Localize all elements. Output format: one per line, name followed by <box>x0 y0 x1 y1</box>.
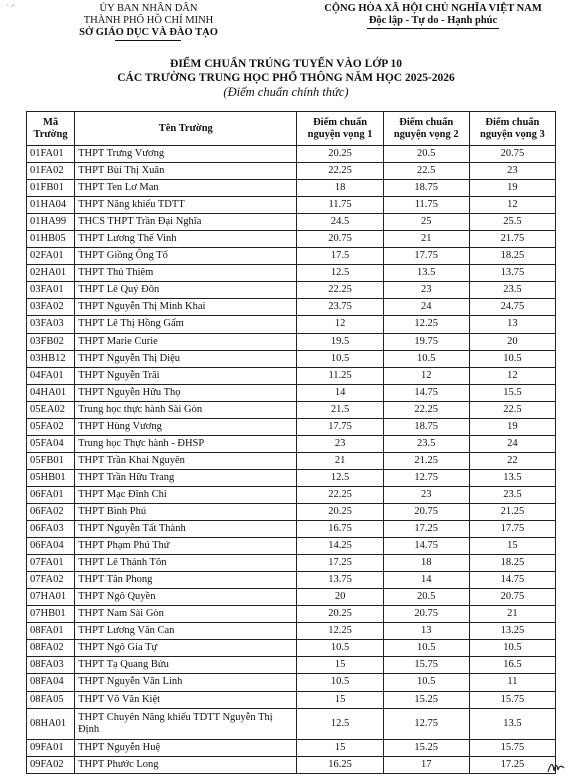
nv1-score-cell: 17.5 <box>297 248 383 265</box>
school-code-cell: 03HB12 <box>27 350 75 367</box>
nv3-score-cell: 18.25 <box>469 248 555 265</box>
school-code-cell: 06FA02 <box>27 503 75 520</box>
nv1-score-cell: 24.5 <box>297 214 383 231</box>
school-code-cell: 01FB01 <box>27 180 75 197</box>
header-school-code: Mã Trường <box>27 112 75 146</box>
nv3-score-cell: 17.75 <box>469 521 555 538</box>
header-nv3: Điểm chuẩn nguyện vọng 3 <box>469 112 555 146</box>
school-name-cell: THPT Nguyễn Thị Minh Khai <box>75 299 297 316</box>
school-name-cell: THPT Võ Văn Kiệt <box>75 691 297 708</box>
school-name-cell: THPT Nguyễn Tất Thành <box>75 521 297 538</box>
nv1-score-cell: 11.75 <box>297 197 383 214</box>
nv2-score-cell: 12.75 <box>383 469 469 486</box>
table-row <box>27 674 556 691</box>
nv1-score-cell: 21 <box>297 452 383 469</box>
school-name-cell: THPT Lê Thị Hồng Gấm <box>75 316 297 333</box>
nv3-score-cell: 19 <box>469 180 555 197</box>
nv2-score-cell: 22.25 <box>383 401 469 418</box>
table-row <box>27 739 556 756</box>
school-code-cell: 05HB01 <box>27 469 75 486</box>
school-code-cell: 04FA01 <box>27 367 75 384</box>
table-row <box>27 657 556 674</box>
nv1-score-cell: 10.5 <box>297 640 383 657</box>
table-row <box>27 197 556 214</box>
document-title: ĐIỂM CHUẨN TRÚNG TUYỂN VÀO LỚP 10 <box>170 58 402 70</box>
table-row <box>27 316 556 333</box>
nv1-score-cell: 12.5 <box>297 469 383 486</box>
nv1-score-cell: 12.5 <box>297 265 383 282</box>
school-code-cell: 03FA01 <box>27 282 75 299</box>
table-row <box>27 333 556 350</box>
table-row <box>27 538 556 555</box>
table-row <box>27 469 556 486</box>
nv2-score-cell: 10.5 <box>383 350 469 367</box>
nv3-score-cell: 22.5 <box>469 401 555 418</box>
table-row <box>27 384 556 401</box>
school-name-cell: THPT Nguyễn Trãi <box>75 367 297 384</box>
school-code-cell: 06FA04 <box>27 538 75 555</box>
table-row <box>27 282 556 299</box>
issuer-line-3: SỞ GIÁO DỤC VÀ ĐÀO TẠO <box>79 27 218 38</box>
nv1-score-cell: 15 <box>297 657 383 674</box>
school-name-cell: THPT Nam Sài Gòn <box>75 606 297 623</box>
table-row <box>27 299 556 316</box>
nv1-score-cell: 20.25 <box>297 503 383 520</box>
table-row <box>27 503 556 520</box>
school-code-cell: 01HA04 <box>27 197 75 214</box>
table-row <box>27 572 556 589</box>
table-row <box>27 589 556 606</box>
school-code-cell: 01HA99 <box>27 214 75 231</box>
nv2-score-cell: 17 <box>383 756 469 773</box>
school-code-cell: 08FA04 <box>27 674 75 691</box>
nv1-score-cell: 19.5 <box>297 333 383 350</box>
nv2-score-cell: 23.5 <box>383 435 469 452</box>
nv1-score-cell: 22.25 <box>297 163 383 180</box>
school-code-cell: 06FA03 <box>27 521 75 538</box>
table-row <box>27 691 556 708</box>
table-row <box>27 640 556 657</box>
table-row <box>27 163 556 180</box>
school-name-cell: THPT Nguyễn Thị Diệu <box>75 350 297 367</box>
nv1-score-cell: 23.75 <box>297 299 383 316</box>
nv3-score-cell: 12 <box>469 367 555 384</box>
nv1-score-cell: 22.25 <box>297 282 383 299</box>
nv2-score-cell: 18.75 <box>383 418 469 435</box>
table-row <box>27 350 556 367</box>
school-name-cell: THPT Trần Hữu Trang <box>75 469 297 486</box>
table-row <box>27 248 556 265</box>
table-row <box>27 756 556 773</box>
table-row <box>27 521 556 538</box>
school-name-cell: THPT Tạ Quang Bửu <box>75 657 297 674</box>
nv1-score-cell: 16.75 <box>297 521 383 538</box>
nv2-score-cell: 18.75 <box>383 180 469 197</box>
nv2-score-cell: 17.25 <box>383 521 469 538</box>
school-code-cell: 04HA01 <box>27 384 75 401</box>
nv1-score-cell: 22.25 <box>297 486 383 503</box>
school-name-cell: THPT Ngô Quyền <box>75 589 297 606</box>
nv2-score-cell: 13.5 <box>383 265 469 282</box>
nv1-score-cell: 16.25 <box>297 756 383 773</box>
nv2-score-cell: 15.75 <box>383 657 469 674</box>
school-name-cell: THPT Chuyên Năng khiếu TDTT Nguyễn Thị Định <box>75 708 297 739</box>
school-name-cell: THPT Năng khiếu TDTT <box>75 197 297 214</box>
nv2-score-cell: 22.5 <box>383 163 469 180</box>
nv3-score-cell: 15.5 <box>469 384 555 401</box>
school-code-cell: 08FA02 <box>27 640 75 657</box>
nv3-score-cell: 16.5 <box>469 657 555 674</box>
school-name-cell: THPT Mạc Đĩnh Chi <box>75 486 297 503</box>
table-row <box>27 418 556 435</box>
school-name-cell: THPT Bình Phú <box>75 503 297 520</box>
nv3-score-cell: 15.75 <box>469 691 555 708</box>
nv1-score-cell: 21.5 <box>297 401 383 418</box>
header-nv1: Điểm chuẩn nguyện vọng 1 <box>297 112 383 146</box>
school-code-cell: 03FB02 <box>27 333 75 350</box>
nv3-score-cell: 25.5 <box>469 214 555 231</box>
school-code-cell: 01FA01 <box>27 146 75 163</box>
nv2-score-cell: 17.75 <box>383 248 469 265</box>
school-code-cell: 08FA03 <box>27 657 75 674</box>
school-code-cell: 09FA02 <box>27 756 75 773</box>
header-school-name: Tên Trường <box>75 112 297 146</box>
table-row <box>27 623 556 640</box>
table-row <box>27 435 556 452</box>
nv3-score-cell: 11 <box>469 674 555 691</box>
school-code-cell: 06FA01 <box>27 486 75 503</box>
table-row <box>27 401 556 418</box>
school-name-cell: THPT Nguyễn Văn Linh <box>75 674 297 691</box>
nv3-score-cell: 10.5 <box>469 640 555 657</box>
school-code-cell: 03FA03 <box>27 316 75 333</box>
nv1-score-cell: 14 <box>297 384 383 401</box>
nv1-score-cell: 13.75 <box>297 572 383 589</box>
school-name-cell: THPT Bùi Thị Xuân <box>75 163 297 180</box>
nv3-score-cell: 13 <box>469 316 555 333</box>
nv2-score-cell: 12 <box>383 367 469 384</box>
school-name-cell: THPT Trưng Vương <box>75 146 297 163</box>
nv2-score-cell: 10.5 <box>383 674 469 691</box>
table-row <box>27 555 556 572</box>
school-code-cell: 05FA04 <box>27 435 75 452</box>
school-name-cell: THPT Phước Long <box>75 756 297 773</box>
school-name-cell: Trung học thực hành Sài Gòn <box>75 401 297 418</box>
table-row <box>27 606 556 623</box>
table-body <box>27 146 556 774</box>
nv2-score-cell: 18 <box>383 555 469 572</box>
nv1-score-cell: 15 <box>297 691 383 708</box>
nv3-score-cell: 13.5 <box>469 469 555 486</box>
table-row <box>27 214 556 231</box>
school-code-cell: 08FA05 <box>27 691 75 708</box>
nv2-score-cell: 23 <box>383 486 469 503</box>
school-code-cell: 07FA01 <box>27 555 75 572</box>
nv1-score-cell: 23 <box>297 435 383 452</box>
national-motto: Độc lập - Tự do - Hạnh phúc <box>367 15 499 29</box>
nv3-score-cell: 13.25 <box>469 623 555 640</box>
nv1-score-cell: 20.75 <box>297 231 383 248</box>
admission-score-table <box>26 111 556 774</box>
school-code-cell: 09FA01 <box>27 739 75 756</box>
nv3-score-cell: 10.5 <box>469 350 555 367</box>
school-name-cell: THPT Ten Lơ Man <box>75 180 297 197</box>
school-name-cell: THPT Lê Quý Đôn <box>75 282 297 299</box>
school-name-cell: THPT Trần Khai Nguyên <box>75 452 297 469</box>
document-subtitle: CÁC TRƯỜNG TRUNG HỌC PHỔ THÔNG NĂM HỌC 2025-2026 <box>117 72 455 84</box>
nv2-score-cell: 20.75 <box>383 606 469 623</box>
nv1-score-cell: 20.25 <box>297 606 383 623</box>
nv2-score-cell: 21 <box>383 231 469 248</box>
nv2-score-cell: 20.75 <box>383 503 469 520</box>
nv3-score-cell: 14.75 <box>469 572 555 589</box>
header-nv2: Điểm chuẩn nguyện vọng 2 <box>383 112 469 146</box>
nv2-score-cell: 12.75 <box>383 708 469 739</box>
table-row <box>27 146 556 163</box>
nv3-score-cell: 22 <box>469 452 555 469</box>
school-code-cell: 01FA02 <box>27 163 75 180</box>
school-name-cell: THPT Giồng Ông Tố <box>75 248 297 265</box>
nv2-score-cell: 14.75 <box>383 384 469 401</box>
nv1-score-cell: 15 <box>297 739 383 756</box>
school-name-cell: Trung học Thực hành - ĐHSP <box>75 435 297 452</box>
nv2-score-cell: 14.75 <box>383 538 469 555</box>
nv2-score-cell: 24 <box>383 299 469 316</box>
national-motto-block <box>302 3 564 29</box>
nv3-score-cell: 18.25 <box>469 555 555 572</box>
nv1-score-cell: 14.25 <box>297 538 383 555</box>
school-name-cell: THPT Phạm Phú Thứ <box>75 538 297 555</box>
nv1-score-cell: 17.75 <box>297 418 383 435</box>
school-name-cell: THPT Lương Văn Can <box>75 623 297 640</box>
nv3-score-cell: 20.75 <box>469 146 555 163</box>
school-code-cell: 05EA02 <box>27 401 75 418</box>
nv2-score-cell: 10.5 <box>383 640 469 657</box>
school-name-cell: THCS THPT Trần Đại Nghĩa <box>75 214 297 231</box>
nv2-score-cell: 11.75 <box>383 197 469 214</box>
nv3-score-cell: 21 <box>469 606 555 623</box>
table-row <box>27 265 556 282</box>
nv1-score-cell: 20.25 <box>297 146 383 163</box>
table-row <box>27 486 556 503</box>
school-name-cell: THPT Marie Curie <box>75 333 297 350</box>
school-name-cell: THPT Lê Thánh Tôn <box>75 555 297 572</box>
nv1-score-cell: 12.5 <box>297 708 383 739</box>
nv2-score-cell: 12.25 <box>383 316 469 333</box>
national-name: CỘNG HÒA XÃ HỘI CHỦ NGHĨA VIỆT NAM <box>324 3 542 14</box>
school-code-cell: 05FA02 <box>27 418 75 435</box>
issuer-underline <box>115 40 181 41</box>
school-name-cell: THPT Thủ Thiêm <box>75 265 297 282</box>
nv3-score-cell: 20.75 <box>469 589 555 606</box>
document-note: (Điểm chuẩn chính thức) <box>223 85 349 99</box>
nv1-score-cell: 18 <box>297 180 383 197</box>
scan-mark: ˙ ⸍ <box>6 3 15 12</box>
school-code-cell: 02FA01 <box>27 248 75 265</box>
nv2-score-cell: 15.25 <box>383 739 469 756</box>
nv2-score-cell: 13 <box>383 623 469 640</box>
nv3-score-cell: 19 <box>469 418 555 435</box>
issuer-line-1: ỦY BAN NHÂN DÂN <box>99 3 198 14</box>
nv3-score-cell: 15 <box>469 538 555 555</box>
table-row <box>27 231 556 248</box>
nv2-score-cell: 21.25 <box>383 452 469 469</box>
school-code-cell: 01HB05 <box>27 231 75 248</box>
table-header-row <box>27 112 556 146</box>
nv3-score-cell: 13.5 <box>469 708 555 739</box>
school-name-cell: THPT Tân Phong <box>75 572 297 589</box>
nv1-score-cell: 12 <box>297 316 383 333</box>
nv3-score-cell: 21.25 <box>469 503 555 520</box>
nv3-score-cell: 13.75 <box>469 265 555 282</box>
nv2-score-cell: 14 <box>383 572 469 589</box>
nv3-score-cell: 21.75 <box>469 231 555 248</box>
school-code-cell: 05FB01 <box>27 452 75 469</box>
table-row <box>27 708 556 739</box>
nv3-score-cell: 15.75 <box>469 739 555 756</box>
school-name-cell: THPT Nguyễn Huệ <box>75 739 297 756</box>
nv2-score-cell: 20.5 <box>383 589 469 606</box>
nv2-score-cell: 23 <box>383 282 469 299</box>
nv3-score-cell: 20 <box>469 333 555 350</box>
nv3-score-cell: 17.25 <box>469 756 555 773</box>
nv1-score-cell: 11.25 <box>297 367 383 384</box>
school-name-cell: THPT Hùng Vương <box>75 418 297 435</box>
nv3-score-cell: 12 <box>469 197 555 214</box>
school-code-cell: 08FA01 <box>27 623 75 640</box>
school-code-cell: 07HB01 <box>27 606 75 623</box>
school-code-cell: 07HA01 <box>27 589 75 606</box>
nv1-score-cell: 10.5 <box>297 674 383 691</box>
nv3-score-cell: 24 <box>469 435 555 452</box>
nv3-score-cell: 23 <box>469 163 555 180</box>
table-row <box>27 180 556 197</box>
school-code-cell: 03FA02 <box>27 299 75 316</box>
nv3-score-cell: 23.5 <box>469 282 555 299</box>
nv1-score-cell: 10.5 <box>297 350 383 367</box>
school-name-cell: THPT Nguyễn Hữu Thọ <box>75 384 297 401</box>
table-row <box>27 452 556 469</box>
school-name-cell: THPT Lương Thế Vinh <box>75 231 297 248</box>
nv2-score-cell: 15.25 <box>383 691 469 708</box>
nv3-score-cell: 24.75 <box>469 299 555 316</box>
table-row <box>27 367 556 384</box>
nv1-score-cell: 20 <box>297 589 383 606</box>
issuer-block <box>56 3 241 39</box>
nv1-score-cell: 12.25 <box>297 623 383 640</box>
issuer-line-2: THÀNH PHỐ HỒ CHÍ MINH <box>83 15 214 26</box>
school-code-cell: 08HA01 <box>27 708 75 739</box>
school-code-cell: 07FA02 <box>27 572 75 589</box>
signature-mark-icon <box>546 757 566 777</box>
nv2-score-cell: 19.75 <box>383 333 469 350</box>
nv1-score-cell: 17.25 <box>297 555 383 572</box>
nv2-score-cell: 25 <box>383 214 469 231</box>
school-code-cell: 02HA01 <box>27 265 75 282</box>
school-name-cell: THPT Ngô Gia Tự <box>75 640 297 657</box>
nv2-score-cell: 20.5 <box>383 146 469 163</box>
nv3-score-cell: 23.5 <box>469 486 555 503</box>
